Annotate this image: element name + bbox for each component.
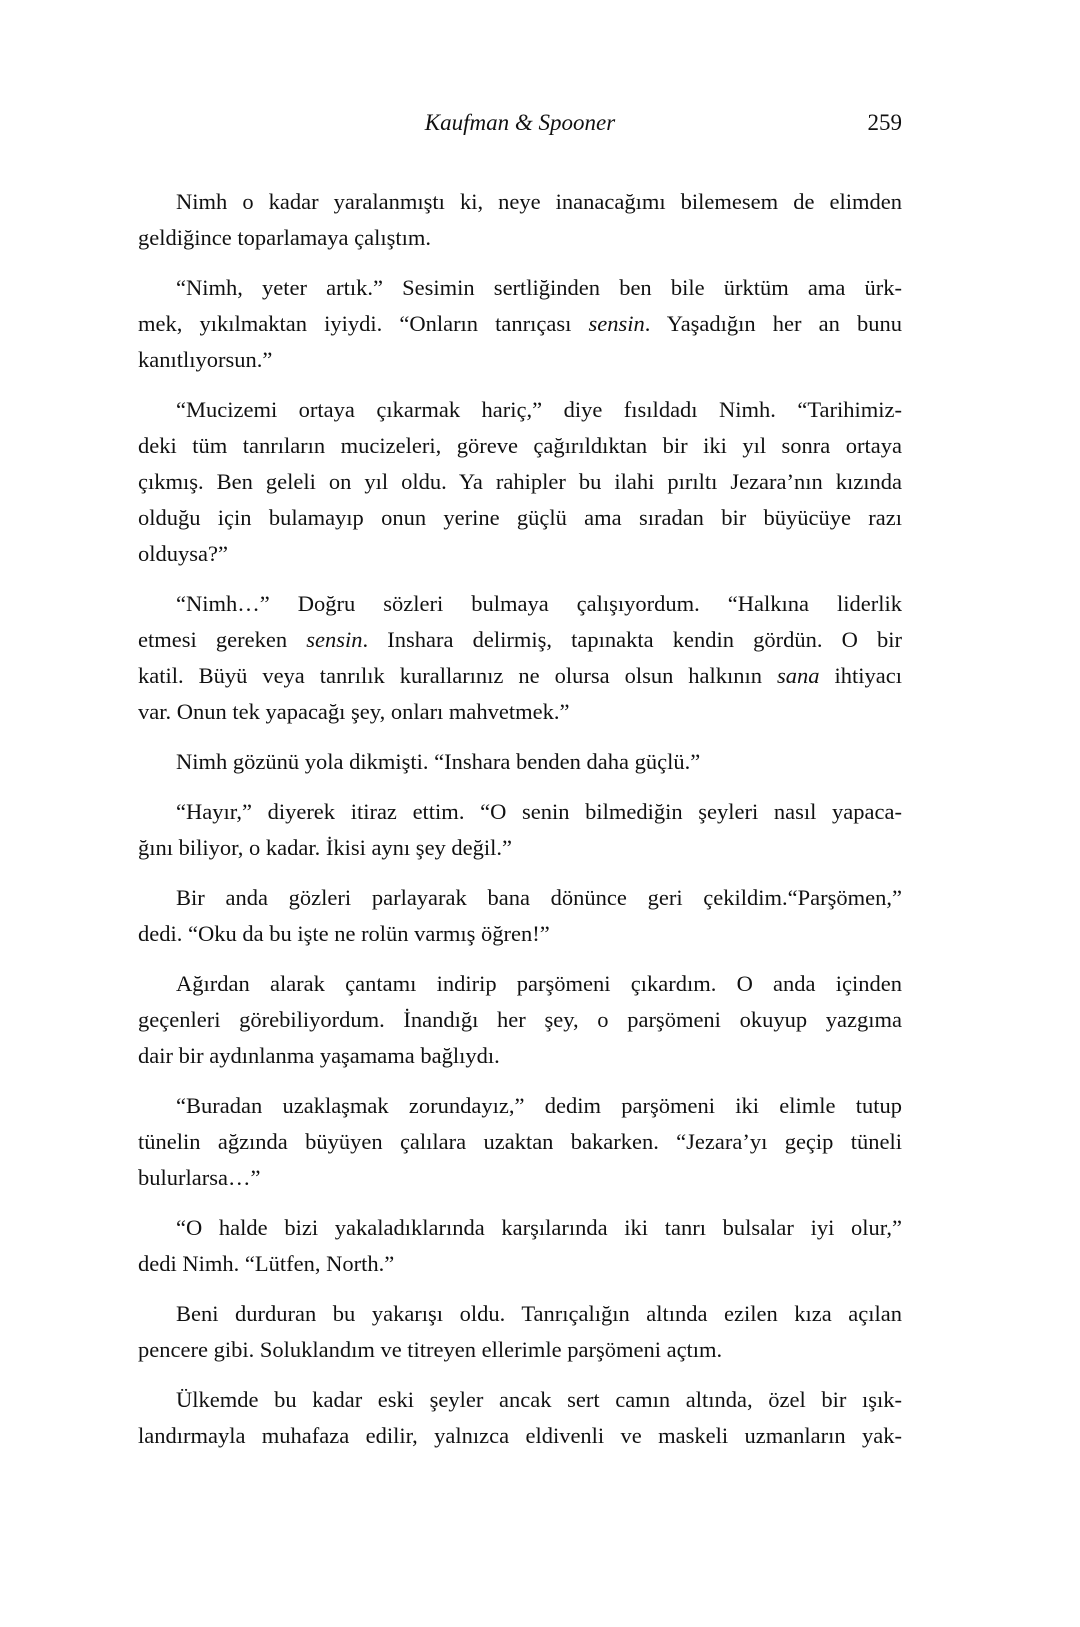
paragraph [138, 744, 902, 780]
text-segment: “Nimh…” Doğru sözleri bulmaya çalışıyordum. “Halkına liderlik [176, 591, 902, 616]
text-segment: dedi. “Oku da bu işte ne rolün varmış öğren!” [138, 921, 550, 946]
text-line [138, 306, 902, 342]
text-line [138, 464, 902, 500]
text-line [138, 1160, 902, 1196]
text-segment: . Inshara delirmiş, tapınakta kendin gördün. O bir [362, 627, 902, 652]
page-body [138, 184, 902, 1468]
text-line [138, 1002, 902, 1038]
text-line [138, 1124, 902, 1160]
text-segment: etmesi gereken [138, 627, 307, 652]
italic-text: sensin [588, 311, 645, 336]
text-segment: Ağırdan alarak çantamı indirip parşömeni çıkardım. O anda içinden [176, 971, 902, 996]
paragraph [138, 1210, 902, 1282]
text-segment: olduysa?” [138, 541, 228, 566]
paragraph [138, 794, 902, 866]
text-line [138, 428, 902, 464]
text-line [138, 1088, 902, 1124]
text-line [138, 1246, 902, 1282]
page-number: 259 [867, 110, 902, 135]
text-line [138, 658, 902, 694]
text-segment: dedi Nimh. “Lütfen, North.” [138, 1251, 395, 1276]
text-line [138, 1418, 902, 1454]
paragraph [138, 1382, 902, 1454]
text-line [138, 880, 902, 916]
text-line [138, 536, 902, 572]
text-line [138, 794, 902, 830]
text-segment: “Hayır,” diyerek itiraz ettim. “O senin bilmediğin şeyleri nasıl yapaca- [176, 799, 902, 824]
text-segment: ğını biliyor, o kadar. İkisi aynı şey değil.” [138, 835, 513, 860]
text-segment: çıkmış. Ben geleli on yıl oldu. Ya rahipler bu ilahi pırıltı Jezara’nın kızında [138, 469, 902, 494]
text-line [138, 694, 902, 730]
text-segment: bulurlarsa…” [138, 1165, 261, 1190]
paragraph [138, 880, 902, 952]
text-line [138, 966, 902, 1002]
paragraph [138, 1088, 902, 1196]
italic-text: sana [777, 663, 820, 688]
text-segment: Nimh gözünü yola dikmişti. “Inshara benden daha güçlü.” [176, 749, 701, 774]
text-line [138, 1296, 902, 1332]
text-line [138, 220, 902, 256]
text-segment: “Buradan uzaklaşmak zorundayız,” dedim parşömeni iki elimle tutup [176, 1093, 902, 1118]
text-segment: Beni durduran bu yakarışı oldu. Tanrıçalığın altında ezilen kıza açılan [176, 1301, 902, 1326]
text-segment: landırmayla muhafaza edilir, yalnızca eldivenli ve maskeli uzmanların yak- [138, 1423, 902, 1448]
text-segment: olduğu için bulamayıp onun yerine güçlü ama sıradan bir büyücüye razı [138, 505, 902, 530]
paragraph [138, 392, 902, 572]
paragraph [138, 586, 902, 730]
text-segment: Ülkemde bu kadar eski şeyler ancak sert camın altında, özel bir ışık- [176, 1387, 902, 1412]
running-title: Kaufman & Spooner [424, 110, 616, 135]
text-segment: Nimh o kadar yaralanmıştı ki, neye inanacağımı bilemesem de elimden [176, 189, 902, 214]
text-segment: deki tüm tanrıların mucizeleri, göreve çağırıldıktan bir iki yıl sonra ortaya [138, 433, 902, 458]
text-segment: tünelin ağzında büyüyen çalılara uzaktan bakarken. “Jezara’yı geçip tüneli [138, 1129, 902, 1154]
text-segment: ihtiyacı [819, 663, 902, 688]
paragraph [138, 184, 902, 256]
text-line [138, 916, 902, 952]
text-line [138, 1382, 902, 1418]
text-segment: “O halde bizi yakaladıklarında karşılarında iki tanrı bulsalar iyi olur,” [176, 1215, 902, 1240]
text-line [138, 342, 902, 378]
text-segment: katil. Büyü veya tanrılık kurallarınız ne olursa olsun halkının [138, 663, 778, 688]
text-segment: Bir anda gözleri parlayarak bana dönünce geri çekildim.“Parşömen,” [176, 885, 902, 910]
text-segment: dair bir aydınlanma yaşamama bağlıydı. [138, 1043, 500, 1068]
text-segment: geldiğince toparlamaya çalıştım. [138, 225, 432, 250]
text-segment: mek, yıkılmaktan iyiydi. “Onların tanrıçası [138, 311, 589, 336]
text-line [138, 1210, 902, 1246]
text-segment: . Yaşadığın her an bunu [644, 311, 903, 336]
paragraph [138, 1296, 902, 1368]
text-segment: kanıtlıyorsun.” [138, 347, 273, 372]
text-line [138, 1038, 902, 1074]
text-line [138, 500, 902, 536]
text-line [138, 622, 902, 658]
text-line [138, 744, 902, 780]
text-segment: “Mucizemi ortaya çıkarmak hariç,” diye fısıldadı Nimh. “Tarihimiz- [176, 397, 902, 422]
text-line [138, 184, 902, 220]
page-header [138, 110, 902, 144]
text-line [138, 270, 902, 306]
text-line [138, 392, 902, 428]
italic-text: sensin [306, 627, 363, 652]
paragraph [138, 966, 902, 1074]
text-segment: geçenleri görebiliyordum. İnandığı her şey, o parşömeni okuyup yazgıma [138, 1007, 902, 1032]
paragraph [138, 270, 902, 378]
text-segment: pencere gibi. Soluklandım ve titreyen ellerimle parşömeni açtım. [138, 1337, 723, 1362]
text-segment: “Nimh, yeter artık.” Sesimin sertliğinden ben bile ürktüm ama ürk- [176, 275, 902, 300]
text-line [138, 586, 902, 622]
text-segment: var. Onun tek yapacağı şey, onları mahvetmek.” [138, 699, 570, 724]
text-line [138, 830, 902, 866]
text-line [138, 1332, 902, 1368]
